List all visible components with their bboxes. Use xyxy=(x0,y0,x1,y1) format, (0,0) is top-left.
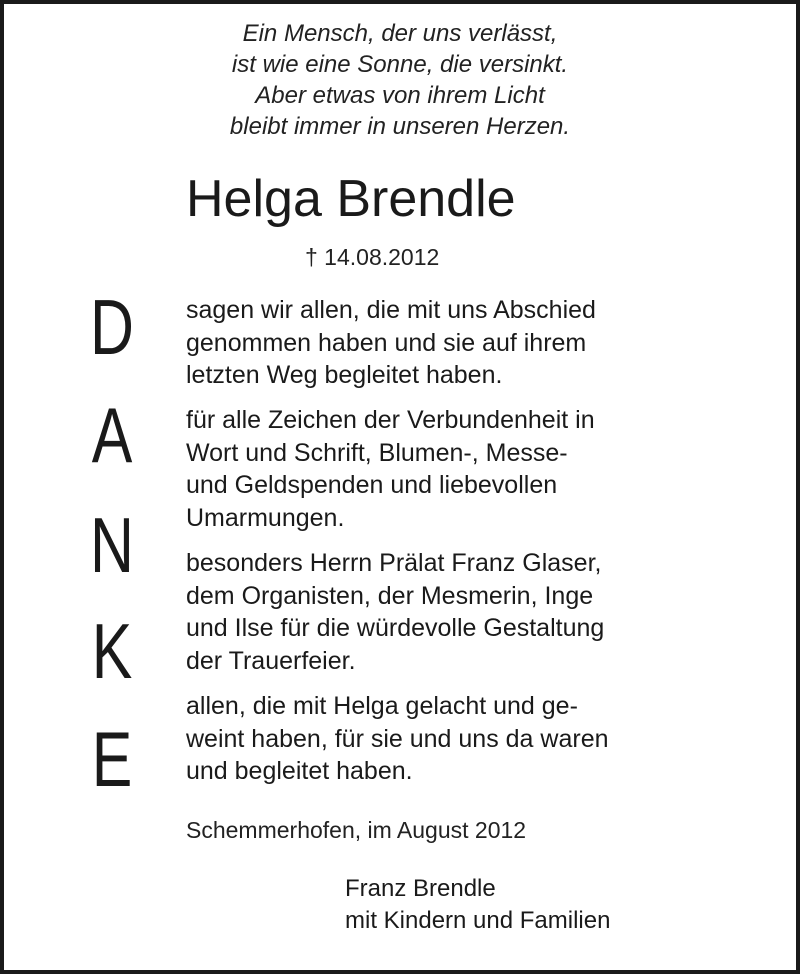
paragraph-line: Umarmungen. xyxy=(186,503,345,532)
thanks-paragraph-condolences xyxy=(186,404,595,534)
paragraph-line: und begleitet haben. xyxy=(186,757,413,786)
poem-line: Ein Mensch, der uns verlässt, xyxy=(242,20,558,47)
thanks-paragraph-farewell xyxy=(186,294,596,392)
paragraph-line: weint haben, für sie und uns da waren xyxy=(186,724,609,753)
paragraph-line: sagen wir allen, die mit uns Abschied xyxy=(186,296,596,324)
memorial-poem xyxy=(0,18,800,142)
paragraph-line: letzten Weg begleitet haben. xyxy=(186,361,503,390)
poem-line: Aber etwas von ihrem Licht xyxy=(255,82,545,109)
paragraph-line: Wort und Schrift, Blumen-, Messe- xyxy=(186,438,568,467)
danke-letter: D xyxy=(90,283,134,371)
danke-letter: K xyxy=(91,607,133,695)
thanks-paragraph-ceremony xyxy=(186,547,604,677)
poem-line: bleibt immer in unseren Herzen. xyxy=(229,113,571,140)
danke-letter: A xyxy=(91,391,133,479)
danke-letter: E xyxy=(91,715,133,803)
deceased-name: Helga Brendle xyxy=(186,170,516,228)
place-and-date: Schemmerhofen, im August 2012 xyxy=(186,817,527,843)
paragraph-line: für alle Zeichen der Verbundenheit in xyxy=(186,406,595,434)
paragraph-line: dem Organisten, der Mesmerin, Inge xyxy=(186,581,594,610)
signer-line: Franz Brendle xyxy=(345,875,496,902)
paragraph-line: genommen haben und sie auf ihrem xyxy=(186,328,587,357)
paragraph-line: allen, die mit Helga gelacht und ge- xyxy=(186,692,578,720)
death-date: † 14.08.2012 xyxy=(305,244,440,270)
poem-line: ist wie eine Sonne, die versinkt. xyxy=(231,51,569,78)
paragraph-line: und Geldspenden und liebevollen xyxy=(186,471,558,500)
paragraph-line: der Trauerfeier. xyxy=(186,646,356,675)
signers xyxy=(345,873,610,937)
paragraph-line: und Ilse für die würdevolle Gestaltung xyxy=(186,614,605,643)
thanks-paragraph-friends xyxy=(186,690,609,788)
signer-line: mit Kindern und Familien xyxy=(345,907,611,934)
danke-letter: N xyxy=(90,501,134,589)
paragraph-line: besonders Herrn Prälat Franz Glaser, xyxy=(186,549,602,577)
